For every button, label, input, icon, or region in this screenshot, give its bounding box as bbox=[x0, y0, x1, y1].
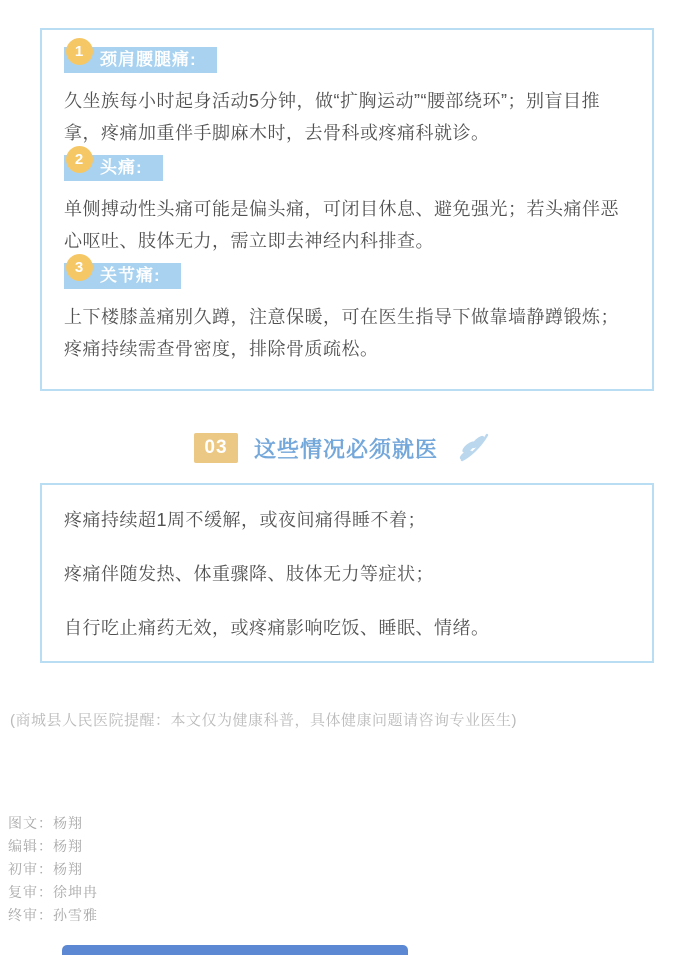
credit-line-chushen: 初审：杨翔 bbox=[8, 861, 83, 877]
must-see-doctor-box bbox=[40, 483, 654, 663]
credit-line-fushen: 复审：徐坤冉 bbox=[8, 884, 98, 900]
tip-paragraph: 久坐族每小时起身活动5分钟，做“扩胸运动”“腰部绕环”；别盲目推拿，疼痛加重伴手脚麻木时，去骨科或疼痛科就诊。 bbox=[64, 91, 600, 143]
credit-line-zhongshen: 终审：孙雪雅 bbox=[8, 907, 98, 923]
number-1-badge: 1 bbox=[66, 38, 93, 65]
tip-label-text: 头痛: bbox=[100, 158, 143, 177]
leaf-icon bbox=[456, 432, 492, 464]
tip-label bbox=[64, 43, 217, 73]
tip-label-text: 颈肩腰腿痛: bbox=[100, 50, 197, 69]
section-header bbox=[0, 433, 686, 463]
section-title: 这些情况必须就医 bbox=[253, 436, 438, 462]
credits-block bbox=[8, 812, 686, 927]
credit-line-tuwen: 图文：杨翔 bbox=[8, 815, 83, 831]
disclaimer-note: (商城县人民医院提醒：本文仅为健康科普，具体健康问题请咨询专业医生) bbox=[10, 712, 517, 729]
tip-label-text: 关节痛: bbox=[100, 266, 161, 285]
tip-section-neck-shoulder bbox=[64, 43, 630, 149]
must-see-item: 自行吃止痛药无效，或疼痛影响吃饭、睡眠、情绪。 bbox=[64, 618, 490, 638]
pain-tips-box bbox=[40, 28, 654, 391]
tip-paragraph: 上下楼膝盖痛别久蹲，注意保暖，可在医生指导下做靠墙静蹲锻炼；疼痛持续需查骨密度，排除骨质疏松。 bbox=[64, 307, 619, 359]
tip-section-headache bbox=[64, 151, 630, 257]
tip-label bbox=[64, 151, 163, 181]
section-number-badge: 03 bbox=[194, 433, 238, 463]
article-page bbox=[0, 28, 686, 955]
number-2-badge: 2 bbox=[66, 146, 93, 173]
must-see-item: 疼痛伴随发热、体重骤降、肢体无力等症状； bbox=[64, 564, 434, 584]
tip-section-joint-pain bbox=[64, 259, 630, 365]
tip-label bbox=[64, 259, 181, 289]
credit-line-bianji: 编辑：杨翔 bbox=[8, 838, 83, 854]
tip-paragraph: 单侧搏动性头痛可能是偏头痛，可闭目休息、避免强光；若头痛伴恶心呕吐、肢体无力，需立即去神经内科排查。 bbox=[64, 199, 619, 251]
must-see-item: 疼痛持续超1周不缓解，或夜间痛得睡不着； bbox=[64, 510, 427, 530]
number-3-badge: 3 bbox=[66, 254, 93, 281]
footer-divider-bar bbox=[62, 945, 408, 955]
